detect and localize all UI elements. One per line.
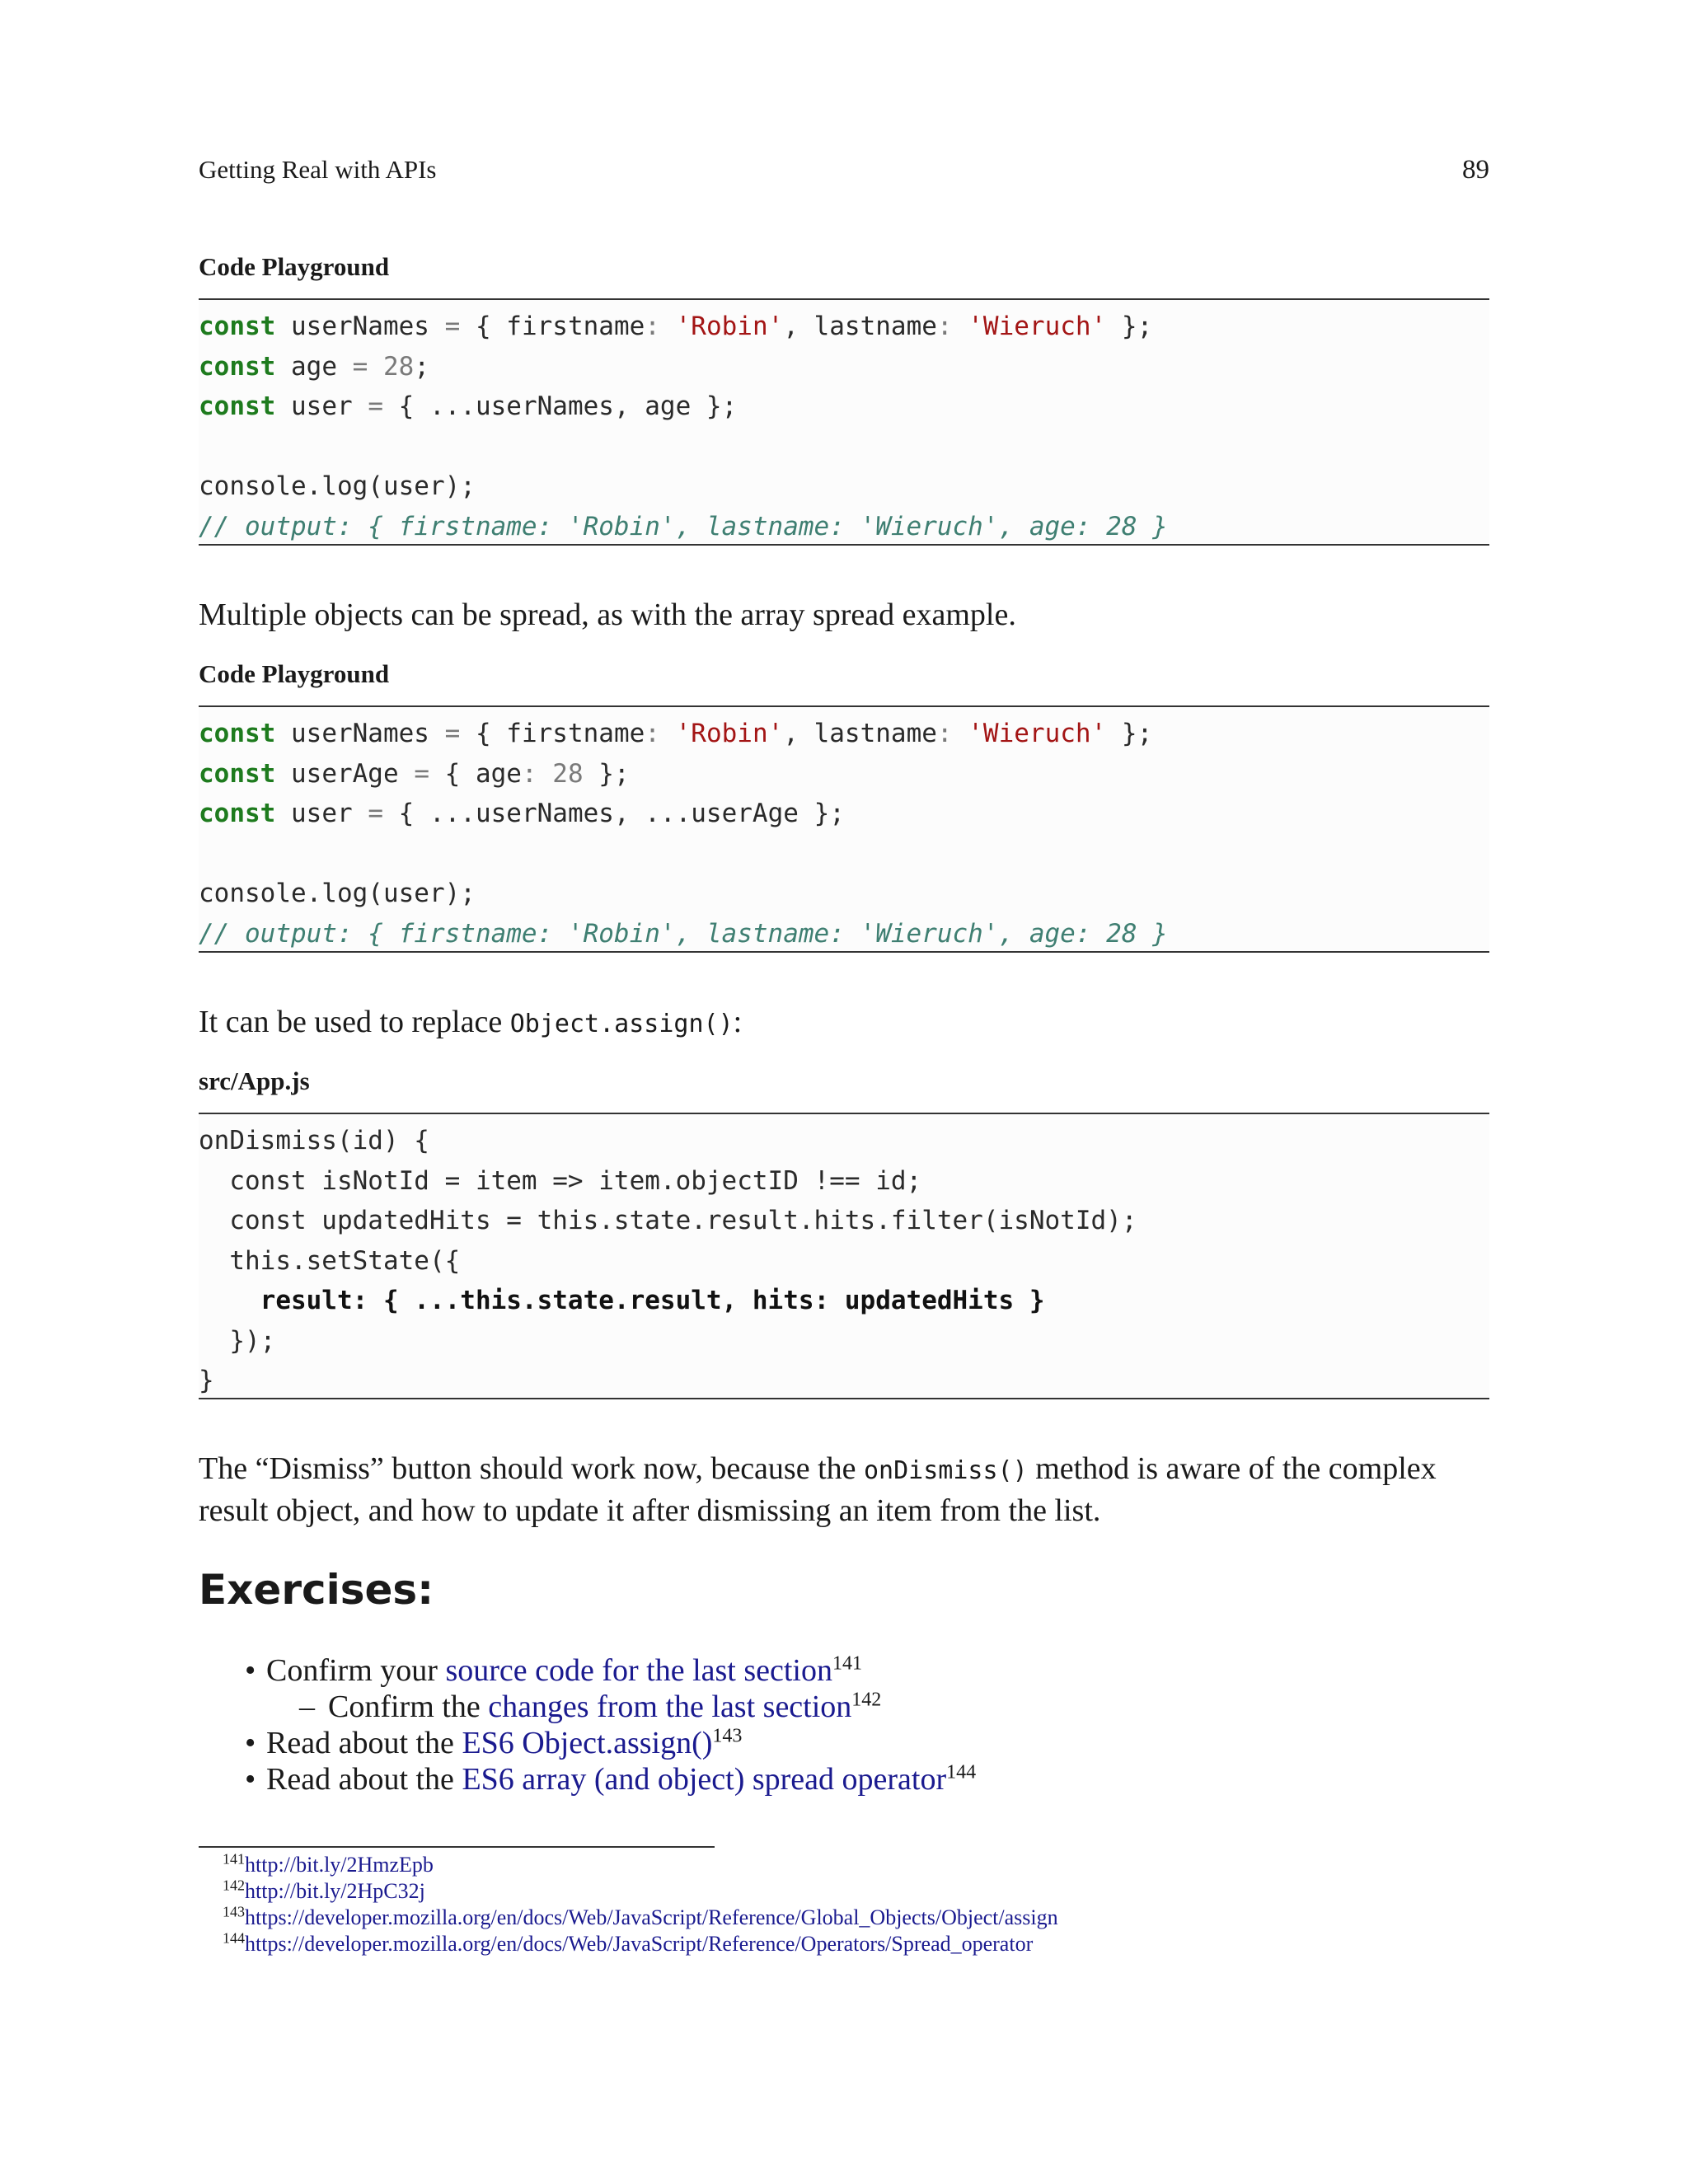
code-token: const [199, 351, 276, 382]
code-token [660, 312, 676, 341]
footnote-link[interactable]: http://bit.ly/2HmzEpb [245, 1853, 434, 1877]
code-caption: Code Playground [199, 659, 390, 688]
footnote [223, 1878, 1058, 1905]
footnote-number: 143 [223, 1903, 245, 1920]
code-token: const [199, 391, 276, 421]
code-token: }; [1106, 312, 1153, 341]
code-token: = [368, 391, 383, 421]
footnote-ref[interactable]: 143 [712, 1725, 743, 1747]
code-line: console.log(user); [199, 879, 476, 908]
code-line: this.setState({ [199, 1245, 461, 1276]
footnote-ref[interactable]: 144 [946, 1761, 977, 1783]
list-item [199, 1761, 1489, 1797]
footnote-link[interactable]: https://developer.mozilla.org/en/docs/Web/JavaScript/Reference/Operators/Spread_operator [245, 1932, 1034, 1956]
code-block [199, 705, 1489, 953]
code-line-blank [199, 427, 1489, 467]
list-item-prefix: Read about the [266, 1726, 462, 1760]
footnote-number: 142 [223, 1877, 245, 1894]
footnote-number: 141 [223, 1850, 245, 1868]
code-token: user [275, 799, 368, 828]
code-token: { ...userNames, ...userAge }; [382, 799, 845, 828]
code-line: } [199, 1366, 214, 1395]
code-token: userNames [275, 719, 445, 748]
code-caption: Code Playground [199, 252, 390, 281]
code-token: 'Wieruch' [968, 719, 1107, 748]
dash-icon: – [299, 1690, 315, 1724]
code-token: : [521, 758, 537, 789]
list-item-prefix: Confirm the [328, 1690, 489, 1724]
exercise-link[interactable]: source code for the last section [445, 1653, 832, 1688]
footnote [223, 1905, 1058, 1931]
code-block [199, 1113, 1489, 1399]
code-block [199, 298, 1489, 546]
page-number: 89 [1462, 155, 1489, 185]
code-token: = [414, 758, 429, 789]
code-token: user [275, 391, 368, 421]
code-token: = [352, 351, 368, 382]
code-token: age [275, 351, 353, 382]
paragraph-text: The “Dismiss” button should work now, because the [199, 1451, 864, 1486]
code-line [199, 794, 1489, 834]
code-token: { firstname [460, 312, 645, 341]
bullet-icon: • [245, 1762, 256, 1797]
code-token: : [645, 312, 660, 341]
list-item-nested [199, 1689, 1489, 1725]
list-item [199, 1652, 1489, 1689]
code-line: onDismiss(id) { [199, 1126, 429, 1155]
code-line: const isNotId = item => item.objectID !== id; [199, 1165, 922, 1196]
footnote-link[interactable]: http://bit.ly/2HpC32j [245, 1879, 425, 1903]
code-token: { firstname [460, 719, 645, 748]
code-token: = [444, 719, 461, 748]
code-line [199, 307, 1489, 347]
code-line [199, 714, 1489, 754]
list-item-text [266, 1761, 976, 1797]
code-token: : [645, 719, 660, 748]
list-item-text [328, 1689, 881, 1725]
exercise-link[interactable]: ES6 Object.assign() [462, 1726, 713, 1760]
running-title: Getting Real with APIs [199, 155, 437, 184]
code-token: , lastname [783, 312, 937, 341]
code-token: : [936, 312, 953, 341]
bullet-icon: • [245, 1726, 256, 1760]
inline-code: onDismiss() [864, 1456, 1028, 1485]
code-token [953, 312, 968, 341]
paragraph: Multiple objects can be spread, as with the array spread example. [199, 598, 1016, 632]
exercise-list [199, 1652, 1489, 1797]
page-header [199, 155, 1489, 191]
code-comment: // output: { firstname: 'Robin', lastname: 'Wieruch', age: 28 } [199, 511, 1168, 541]
bullet-icon: • [245, 1653, 256, 1688]
footnote [223, 1931, 1058, 1957]
list-item-prefix: Confirm your [266, 1653, 446, 1688]
code-token: 'Robin' [675, 312, 784, 341]
paragraph-text: method is aware of the complex result object, and how to update it after dismissing an item from the list. [199, 1451, 1437, 1528]
code-token: const [199, 799, 276, 828]
paragraph-text: : [733, 1005, 743, 1039]
exercise-link[interactable]: ES6 array (and object) spread operator [462, 1762, 947, 1797]
code-token: = [444, 312, 461, 341]
code-token: 'Robin' [675, 719, 784, 748]
paragraph [199, 1002, 1489, 1044]
list-item [199, 1725, 1489, 1761]
paragraph-text: It can be used to replace [199, 1005, 510, 1039]
code-token [660, 719, 676, 748]
code-line-blank [199, 834, 1489, 874]
code-token: 28 [368, 351, 415, 382]
code-line-highlighted: result: { ...this.state.result, hits: updatedHits } [199, 1286, 1045, 1315]
code-comment: // output: { firstname: 'Robin', lastname: 'Wieruch', age: 28 } [199, 918, 1168, 949]
code-token: }; [583, 758, 630, 789]
code-token: , lastname [783, 719, 937, 748]
list-item-text [266, 1652, 862, 1689]
code-token: }; [1106, 719, 1153, 748]
footnote-ref[interactable]: 141 [832, 1652, 862, 1675]
code-line [199, 754, 1489, 794]
code-token: : [936, 719, 953, 748]
footnote-ref[interactable]: 142 [851, 1689, 882, 1711]
code-caption: src/App.js [199, 1066, 310, 1095]
paragraph [199, 1449, 1489, 1531]
footnotes [223, 1852, 1058, 1957]
code-token: ; [414, 351, 429, 382]
code-token: userAge [275, 758, 415, 789]
list-item-prefix: Read about the [266, 1762, 462, 1797]
code-line: }); [199, 1325, 276, 1356]
footnote-number: 144 [223, 1929, 245, 1947]
code-token: 28 [537, 758, 584, 789]
code-token: = [368, 799, 383, 828]
code-token: userNames [275, 312, 445, 341]
code-token: { age [429, 758, 522, 789]
inline-code: Object.assign() [509, 1010, 734, 1038]
code-token [953, 719, 968, 748]
exercise-link[interactable]: changes from the last section [488, 1690, 852, 1724]
code-line [199, 387, 1489, 427]
code-token: const [199, 758, 276, 789]
code-token: { ...userNames, age }; [382, 391, 738, 421]
code-line: const updatedHits = this.state.result.hits.filter(isNotId); [199, 1206, 1137, 1235]
list-item-text [266, 1725, 742, 1761]
code-token: const [199, 719, 276, 748]
code-line: console.log(user); [199, 471, 476, 501]
code-line [199, 347, 1489, 387]
code-token: const [199, 312, 276, 341]
code-token: 'Wieruch' [968, 312, 1107, 341]
footnote-divider [199, 1846, 715, 1848]
footnote-link[interactable]: https://developer.mozilla.org/en/docs/Web/JavaScript/Reference/Global_Objects/Object/assign [245, 1905, 1058, 1929]
footnote [223, 1852, 1058, 1878]
section-heading: Exercises: [199, 1566, 434, 1614]
